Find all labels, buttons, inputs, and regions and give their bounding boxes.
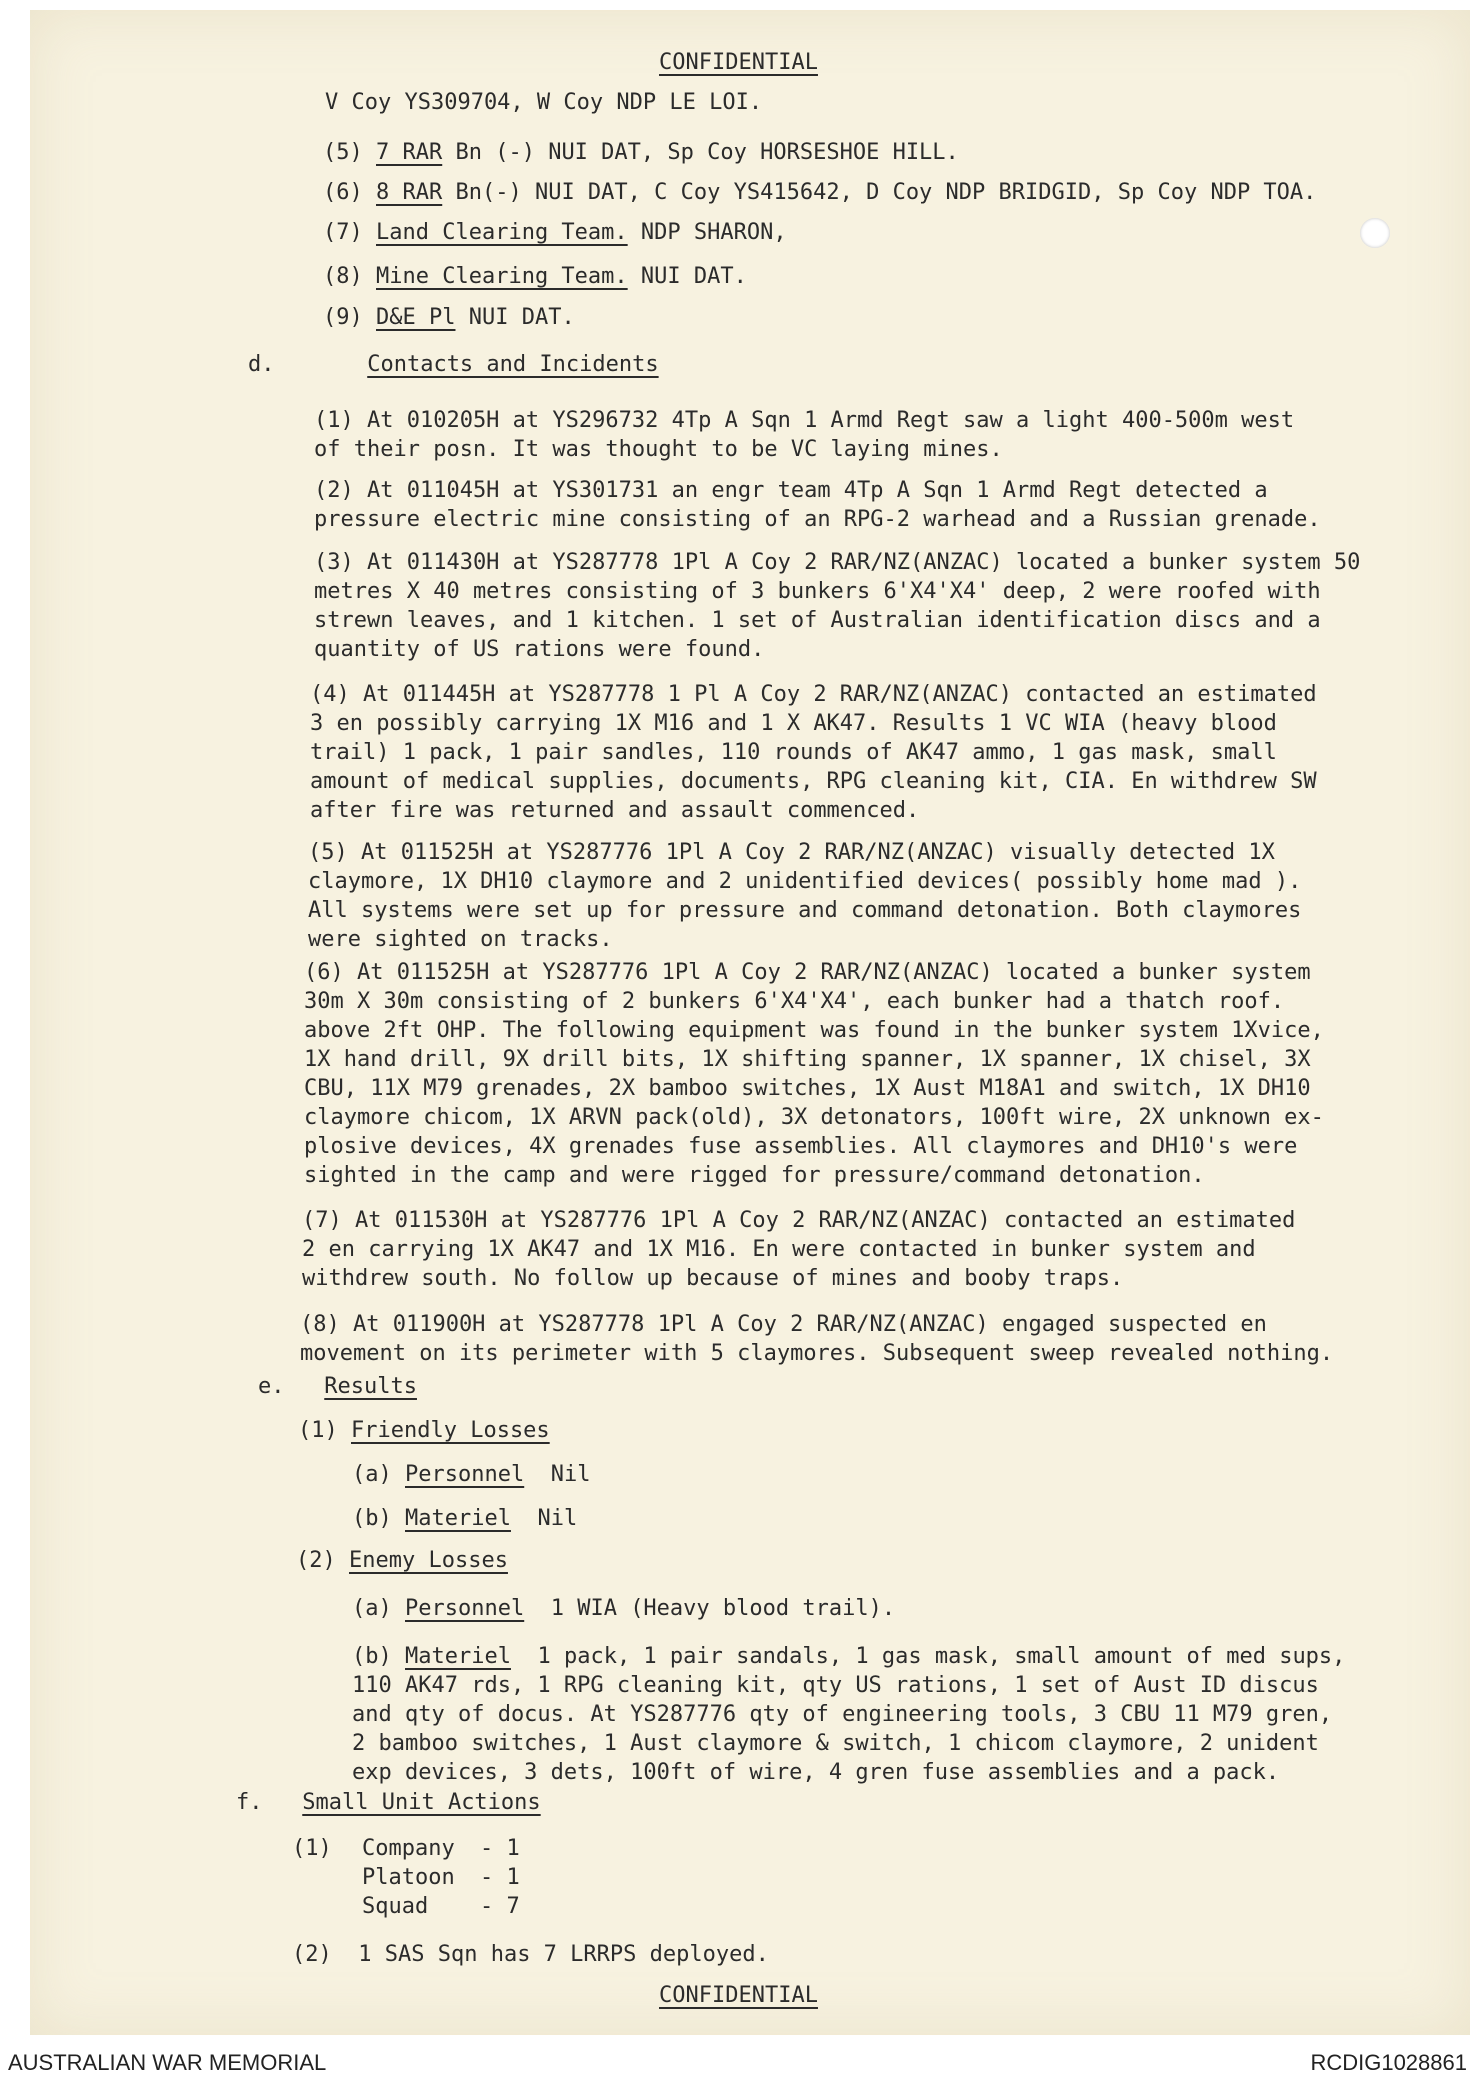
sua-count-label: Squad [362,1894,429,1919]
archive-reference: RCDIG1028861 [1310,2050,1467,2075]
sua-count-value: - 1 [480,1836,520,1861]
enemy-personnel: (a) Personnel 1 WIA (Heavy blood trail). [352,1596,896,1621]
unit-name: 7 RAR [376,140,443,165]
unit-name: 8 RAR [376,180,443,205]
classification-footer: CONFIDENTIAL [659,1983,818,2008]
unit-line: (9) D&E Pl NUI DAT. [323,305,575,330]
section-d-heading: d. Contacts and Incidents [248,352,659,377]
enemy-losses-heading: (2) Enemy Losses [296,1548,508,1573]
unit-name: D&E Pl [376,305,456,330]
incident-item: (6) At 011525H at YS287776 1Pl A Coy 2 RAR/NZ(ANZAC) located a bunker system 30m X 30m consisting of 2 bunkers 6'X4'X4', each bunker had a thatch roof. above 2ft OHP. The following equipment was found in the bunker system 1Xvice, 1X hand drill, 9X drill bits, 1X shifting spanner, 1X spanner, 1X chisel, 3X CBU, 11X M79 grenades, 2X bamboo switches, 1X Aust M18A1 and switch, 1X DH10 claymore chicom, 1X ARVN pack(old), 3X detonators, 100ft wire, 2X unknown ex- plosive devices, 4X grenades fuse assemblies. All claymores and DH10's were sighted in the camp and were rigged for pressure/command detonation. [304,960,1324,1188]
incident-item: (4) At 011445H at YS287778 1 Pl A Coy 2 RAR/NZ(ANZAC) contacted an estimated 3 en possibly carrying 1X M16 and 1 X AK47. Results 1 VC WIA (heavy blood trail) 1 pack, 1 pair sandles, 110 rounds of AK47 ammo, 1 gas mask, small amount of medical supplies, documents, RPG cleaning kit, CIA. En withdrew SW after fire was returned and assault commenced. [310,682,1317,823]
unit-line: (7) Land Clearing Team. NDP SHARON, [323,220,787,245]
archive-name: AUSTRALIAN WAR MEMORIAL [8,2050,327,2075]
incident-item: (8) At 011900H at YS287778 1Pl A Coy 2 RAR/NZ(ANZAC) engaged suspected en movement on its perimeter with 5 claymores. Subsequent sweep revealed nothing. [300,1312,1334,1366]
section-f-heading: f. Small Unit Actions [236,1790,541,1815]
unit-name: Land Clearing Team. [376,220,628,245]
unit-line: (6) 8 RAR Bn(-) NUI DAT, C Coy YS415642, D Coy NDP BRIDGID, Sp Coy NDP TOA. [323,180,1317,205]
lead-line: V Coy YS309704, W Coy NDP LE LOI. [325,90,763,115]
sua-count-value: - 7 [480,1894,520,1919]
sas-line: (2) 1 SAS Sqn has 7 LRRPS deployed. [292,1942,769,1967]
sua-count-num: (1) [292,1836,332,1861]
unit-line: (8) Mine Clearing Team. NUI DAT. [323,264,747,289]
classification-header: CONFIDENTIAL [659,50,818,75]
archive-footer [0,2040,1477,2082]
sua-count-label: Company [362,1836,455,1861]
friendly-personnel: (a) Personnel Nil [352,1462,591,1487]
incident-item: (5) At 011525H at YS287776 1Pl A Coy 2 RAR/NZ(ANZAC) visually detected 1X claymore, 1X DH10 claymore and 2 unidentified devices( possibly home mad ). All systems were set up for pressure and command detonation. Both claymores were sighted on tracks. [308,840,1302,952]
sua-count-value: - 1 [480,1865,520,1890]
incident-item: (1) At 010205H at YS296732 4Tp A Sqn 1 Armd Regt saw a light 400-500m west of their posn. It was thought to be VC laying mines. [314,408,1295,462]
unit-name: Mine Clearing Team. [376,264,628,289]
friendly-losses-heading: (1) Friendly Losses [298,1418,550,1443]
enemy-materiel-continued: 110 AK47 rds, 1 RPG cleaning kit, qty US rations, 1 set of Aust ID discus and qty of docus. At YS287776 qty of engineering tools, 3 CBU 11 M79 gren, 2 bamboo switches, 1 Aust claymore & switch, 1 chicom claymore, 2 unident exp devices, 3 dets, 100ft of wire, 4 gren fuse assemblies and a pack. [352,1673,1333,1785]
sua-count-label: Platoon [362,1865,455,1890]
enemy-materiel: (b) Materiel 1 pack, 1 pair sandals, 1 gas mask, small amount of med sups, [352,1644,1346,1669]
section-e-heading: e. Results [258,1374,417,1399]
friendly-materiel: (b) Materiel Nil [352,1506,578,1531]
incident-item: (2) At 011045H at YS301731 an engr team 4Tp A Sqn 1 Armd Regt detected a pressure electric mine consisting of an RPG-2 warhead and a Russian grenade. [314,478,1321,532]
incident-item: (3) At 011430H at YS287778 1Pl A Coy 2 RAR/NZ(ANZAC) located a bunker system 50 metres X 40 metres consisting of 3 bunkers 6'X4'X4' deep, 2 were roofed with strewn leaves, and 1 kitchen. 1 set of Australian identification discs and a quantity of US rations were found. [314,550,1361,662]
incident-item: (7) At 011530H at YS287776 1Pl A Coy 2 RAR/NZ(ANZAC) contacted an estimated 2 en carrying 1X AK47 and 1X M16. En were contacted in bunker system and withdrew south. No follow up because of mines and booby traps. [302,1208,1296,1291]
unit-line: (5) 7 RAR Bn (-) NUI DAT, Sp Coy HORSESHOE HILL. [323,140,959,165]
